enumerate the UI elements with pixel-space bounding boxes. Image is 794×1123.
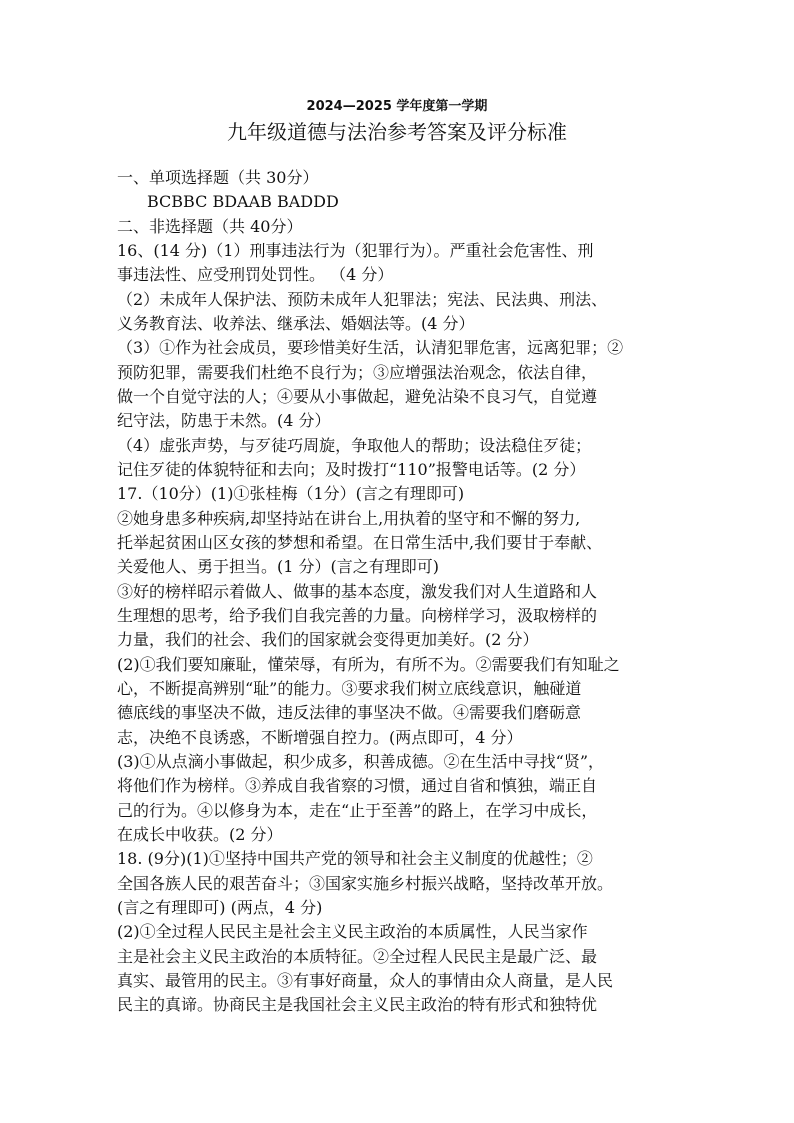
answer-line: 己的行为。④以修身为本，走在“止于至善”的路上，在学习中成长， (117, 801, 598, 820)
answer-line: 真实、最管用的民主。③有事好商量，众人的事情由众人商量，是人民 (117, 971, 614, 990)
answer-line: (2)①我们要知廉耻，懂荣辱，有所为，有所不为。②需要我们有知耻之 (117, 655, 620, 674)
answer-line: 义务教育法、收养法、继承法、婚姻法等。(4 分） (117, 314, 475, 333)
answer-line: 将他们作为榜样。③养成自我省察的习惯，通过自省和慎独，端正自 (117, 776, 598, 795)
section-heading-choice: 一、单项选择题（共 30分） (117, 168, 319, 187)
answer-line: 德底线的事坚决不做，违反法律的事坚决不做。④需要我们磨砺意 (117, 703, 582, 722)
answer-line: 18. (9分)(1)①坚持中国共产党的领导和社会主义制度的优越性；② (117, 849, 593, 868)
answer-line: 全国各族人民的艰苦奋斗；③国家实施乡村振兴战略，坚持改革开放。 (117, 874, 614, 893)
answer-line: 17.（10分）(1)①张桂梅（1分）(言之有理即可) (117, 484, 465, 503)
answer-line: 记住歹徒的体貌特征和去向；及时拨打“110”报警电话等。(2 分） (117, 460, 586, 479)
answer-line: (言之有理即可) (两点，4 分) (117, 898, 323, 917)
answer-line: （3）①作为社会成员，要珍惜美好生活，认清犯罪危害，远离犯罪；② (117, 338, 624, 357)
answer-line: 托举起贫困山区女孩的梦想和希望。在日常生活中,我们要甘于奉献、 (117, 533, 603, 552)
answer-line: 主是社会主义民主政治的本质特征。②全过程人民民主是最广泛、最 (117, 947, 598, 966)
answer-line: （4）虚张声势，与歹徒巧周旋，争取他人的帮助；设法稳住歹徒； (117, 436, 592, 455)
answer-line: 生理想的思考，给予我们自我完善的力量。向榜样学习，汲取榜样的 (117, 606, 598, 625)
page-title: 九年级道德与法治参考答案及评分标准 (227, 120, 567, 144)
choice-answers: BCBBC BDAAB BADDD (147, 192, 339, 211)
answer-line: 纪守法，防患于未然。(4 分） (117, 411, 331, 430)
answer-line: 在成长中收获。(2 分） (117, 825, 283, 844)
answer-line: 志，决绝不良诱惑，不断增强自控力。(两点即可，4 分） (117, 728, 523, 747)
answer-line: 心，不断提高辨别“耻”的能力。③要求我们树立底线意识，触碰道 (117, 679, 582, 698)
answer-line: 民主的真谛。协商民主是我国社会主义民主政治的特有形式和独特优 (117, 995, 598, 1014)
answer-line: ③好的榜样昭示着做人、做事的基本态度，激发我们对人生道路和人 (117, 582, 598, 601)
answer-line: 16、(14 分)（1）刑事违法行为（犯罪行为）。严重社会危害性、刑 (117, 241, 594, 260)
answer-line: ②她身患多种疾病,却坚持站在讲台上,用执着的坚守和不懈的努力, (117, 509, 581, 528)
section-heading-non-choice: 二、非选择题（共 40分） (117, 217, 303, 236)
answer-line: 关爱他人、勇于担当。(1 分）(言之有理即可) (117, 557, 439, 576)
answer-line: 力量，我们的社会、我们的国家就会变得更加美好。(2 分） (117, 630, 539, 649)
answer-line: （2）未成年人保护法、预防未成年人犯罪法；宪法、民法典、刑法、 (117, 290, 608, 309)
answer-line: 做一个自觉守法的人；④要从小事做起，避免沾染不良习气，自觉遵 (117, 387, 598, 406)
answer-line: (3)①从点滴小事做起，积少成多，积善成德。②在生活中寻找“贤”， (117, 752, 605, 771)
answer-line: 预防犯罪，需要我们杜绝不良行为；③应增强法治观念，依法自律， (117, 363, 598, 382)
semester-heading: 2024—2025 学年度第一学期 (306, 99, 488, 114)
answer-line: 事违法性、应受刑罚处罚性。 （4 分） (117, 265, 394, 284)
answer-line: (2)①全过程人民民主是社会主义民主政治的本质属性，人民当家作 (117, 922, 588, 941)
